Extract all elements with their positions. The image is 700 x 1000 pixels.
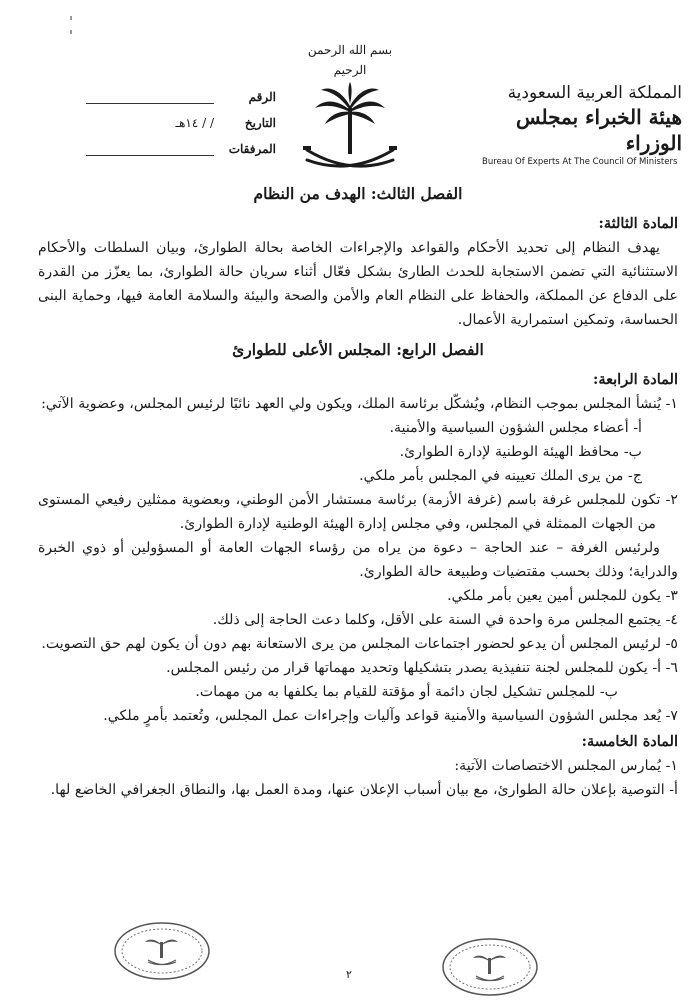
- bureau-name-arabic: هيئة الخبراء بمجلس الوزراء: [515, 105, 682, 155]
- article-4-clause-4: ٤- يجتمع المجلس مرة واحدة في السنة على الأقل، وكلما دعت الحاجة إلى ذلك.: [212, 612, 678, 628]
- article-4-clause-6b: ب- للمجلس تشكيل لجان دائمة أو مؤقتة للقيام بما يكلفها به من مهمات.: [195, 684, 618, 700]
- chapter-4-title: الفصل الرابع: المجلس الأعلى للطوارئ: [232, 340, 484, 359]
- article-4-clause-7: ٧- يُعد مجلس الشؤون السياسية والأمنية قواعد وآليات وإجراءات عمل المجلس، وتُعتمد بأمرٍ ملكي.: [103, 708, 678, 724]
- margin-mark: [70, 16, 72, 20]
- chapter-3-title: الفصل الثالث: الهدف من النظام: [253, 184, 463, 203]
- article-5-clause-1a: أ- التوصية بإعلان حالة الطوارئ، مع بيان أسباب الإعلان عنها، ومدة العمل بها، والنطاق الجغرافي الخاضع لها.: [50, 782, 678, 798]
- official-seal-left-icon: [112, 920, 212, 982]
- article-5-title: المادة الخامسة:: [581, 733, 678, 750]
- letterhead-organization: [482, 82, 682, 168]
- official-seal-right-icon: [440, 936, 540, 998]
- letterhead-emblem: [290, 40, 410, 184]
- article-4-clause-6a: ٦- أ- يكون للمجلس لجنة تنفيذية يصدر بتشكيلها وتحديد مهماتها قرار من رئيس المجلس.: [166, 660, 678, 676]
- article-5-clause-1: ١- يُمارس المجلس الاختصاصات الآتية:: [454, 758, 678, 774]
- article-4-title: المادة الرابعة:: [593, 371, 678, 388]
- article-4-clause-3: ٣- يكون للمجلس أمين يعين بأمر ملكي.: [447, 588, 678, 604]
- article-4-clause-1b: ب- محافظ الهيئة الوطنية لإدارة الطوارئ.: [399, 444, 642, 460]
- date-value: / / ١٤هـ: [175, 116, 214, 130]
- palm-swords-emblem-icon: [295, 80, 405, 180]
- date-label: التاريخ: [244, 116, 276, 130]
- number-label: الرقم: [248, 90, 276, 104]
- document-body: [38, 180, 678, 802]
- number-row: [86, 84, 276, 110]
- article-3-title: المادة الثالثة:: [598, 215, 678, 232]
- number-field: [86, 91, 214, 104]
- bureau-name-english: Bureau Of Experts At The Council Of Ministers: [482, 157, 678, 167]
- date-row: [86, 110, 276, 136]
- page-number: ٢: [346, 968, 352, 981]
- attachments-row: [86, 136, 276, 162]
- attachments-label: المرفقات: [228, 142, 276, 156]
- article-4-clause-1: ١- يُنشأ المجلس بموجب النظام، ويُشكّل برئاسة الملك، ويكون ولي العهد نائبًا لرئيس المجلس، وعضوية الآتي:: [41, 396, 678, 412]
- article-4-clause-1a: أ- أعضاء مجلس الشؤون السياسية والأمنية.: [389, 420, 642, 436]
- attachments-field: [86, 143, 214, 156]
- basmala-text: بسم الله الرحمن الرحيم: [307, 43, 393, 77]
- article-4-clause-2: ٢- تكون للمجلس غرفة باسم (غرفة الأزمة) برئاسة مستشار الأمن الوطني، وبعضوية ممثلين رفيعي المستوى من الجهات الممثلة في المجلس، وفي مجلس إدارة الهيئة الوطنية لإدارة الطوارئ.: [38, 492, 678, 532]
- article-4-clause-1c: ج- من يرى الملك تعيينه في المجلس بأمر ملكي.: [359, 468, 642, 484]
- article-4-clause-2-note: ولرئيس الغرفة – عند الحاجة – دعوة من يراه من رؤساء الجهات العامة أو المسؤولين أو ذوي الخبرة والدراية؛ وذلك بحسب مقتضيات وطبيعة حالة الطوارئ.: [38, 540, 678, 580]
- article-3-text: يهدف النظام إلى تحديد الأحكام والقواعد والإجراءات الخاصة بحالة الطوارئ، وبيان السلطات والأحكام الاستثنائية التي تضمن الاستجابة للحدث الطارئ بشكل فعّال أثناء سريان حالة الطوارئ، بما يعزّز من القدرة على الدفاع عن المملكة، والحفاظ على النظام العام والأمن والصحة والبيئة والسلامة العامة فيها، وحماية البنى الحساسة، وتمكين استمرارية الأعمال.: [38, 240, 678, 328]
- article-4-clause-5: ٥- لرئيس المجلس أن يدعو لحضور اجتماعات المجلس من يرى الاستعانة بهم دون أن يكون لهم حق التصويت.: [41, 636, 678, 652]
- letterhead-reference-fields: [86, 84, 276, 162]
- kingdom-name: المملكة العربية السعودية: [507, 83, 682, 103]
- margin-mark: [70, 30, 72, 34]
